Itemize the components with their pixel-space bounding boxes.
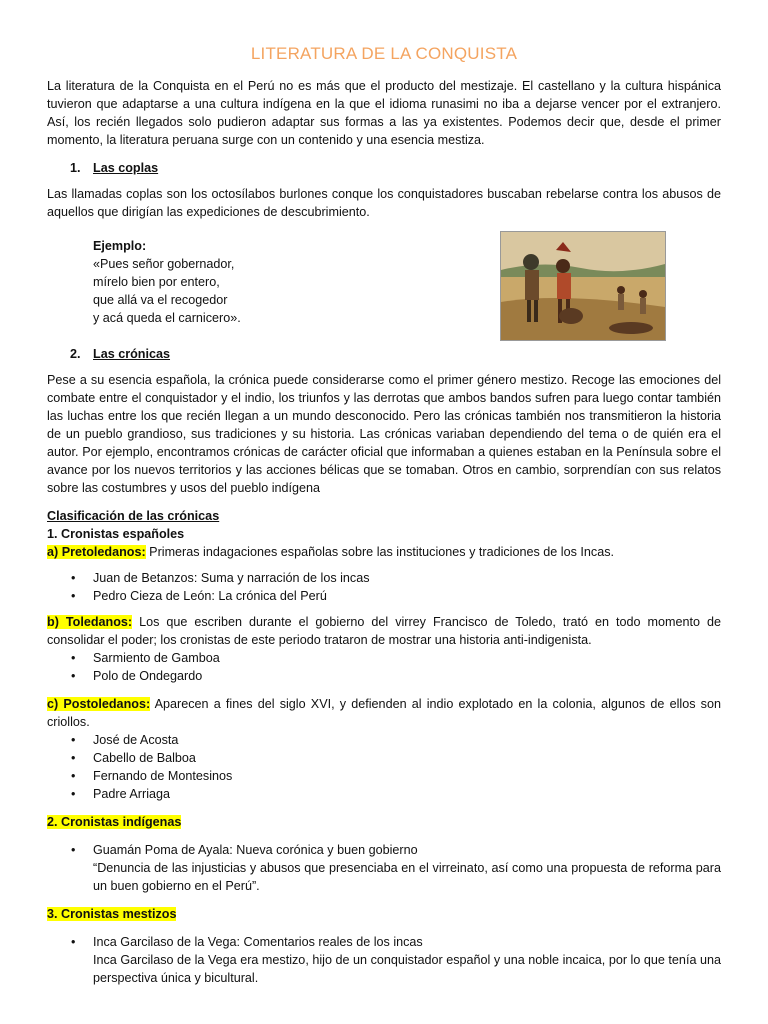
example-verse bbox=[93, 237, 241, 327]
list-item: • Sarmiento de Gamboa bbox=[47, 649, 721, 667]
group-heading-mestizos-row bbox=[47, 905, 721, 923]
group-heading-indigenas: 2. Cronistas indígenas bbox=[47, 815, 182, 829]
list-item: • Cabello de Balboa bbox=[47, 749, 721, 767]
verse-line: que allá va el recogedor bbox=[93, 293, 228, 307]
group-heading-indigenas-row bbox=[47, 813, 721, 831]
example-label: Ejemplo: bbox=[93, 239, 147, 253]
section-title: Las crónicas bbox=[93, 347, 171, 361]
cronicas-paragraph: Pese a su esencia española, la crónica puede considerarse como el primer género mestizo. Recoge las emociones del combate entre el conquistador y el indio, los triunfos y las derrotas que ambos bandos sufren para luego contar también las luchas entre los que recién llegan a un mundo desconocido. Pero las crónicas también nos transmitieron la historia de un pueblo grandioso, sus tradiciones y su historia. Las crónicas variaban dependiendo del tema o de quién era el autor. Por ejemplo, encontramos crónicas de carácter oficial que informaban a quienes estaban en la Península sobre el avance por los nuevos territorios y las acciones bélicas que se tomaban. Otros en cambio, sorprendían con sus relatos sobre las costumbres y usos del pueblo indígena bbox=[47, 373, 721, 495]
pretoledanos-text: Primeras indagaciones españolas sobre las instituciones y tradiciones de los Incas. bbox=[145, 545, 614, 559]
intro-paragraph: La literatura de la Conquista en el Perú no es más que el producto del mestizaje. El castellano y la cultura hispánica tuvieron que adaptarse a una cultura indígena en la que el idioma runasimi no iba a dejarse vencer por el extranjero. Así, los recién llegados solo pudieron adaptar sus formas a las ya existentes. Podemos decir que, desde el primer momento, la literatura peruana surge con un contenido y una esencia mestiza. bbox=[47, 79, 721, 147]
list-item: • Polo de Ondegardo bbox=[47, 667, 721, 685]
list-item: • Juan de Betanzos: Suma y narración de los incas bbox=[47, 569, 721, 587]
pretoledanos-label: a) Pretoledanos: bbox=[47, 545, 146, 559]
example-block bbox=[47, 231, 721, 343]
list-item: • José de Acosta bbox=[47, 731, 721, 749]
pretoledanos-paragraph bbox=[47, 543, 721, 561]
postoledanos-list bbox=[47, 731, 721, 803]
toledanos-paragraph bbox=[47, 613, 721, 649]
postoledanos-text: Aparecen a fines del siglo XVI, y defienden al indio explotado en la colonia, algunos de ellos son criollos. bbox=[47, 697, 721, 729]
list-item-title: Guamán Poma de Ayala: Nueva corónica y buen gobierno bbox=[93, 843, 418, 857]
classification-heading: Clasificación de las crónicas bbox=[47, 509, 220, 523]
section-heading-coplas bbox=[47, 159, 721, 177]
section-heading-cronicas bbox=[47, 345, 721, 363]
mestizos-list bbox=[47, 933, 721, 987]
toledanos-label: b) Toledanos: bbox=[47, 615, 133, 629]
verse-line: mírelo bien por entero, bbox=[93, 275, 220, 289]
indigenas-list bbox=[47, 841, 721, 895]
postoledanos-paragraph bbox=[47, 695, 721, 731]
list-item-quote: “Denuncia de las injusticias y abusos que presenciaba en el virreinato, así como una propuesta de reforma para un buen gobierno en el Perú”. bbox=[93, 861, 721, 893]
section-number: 1. bbox=[70, 161, 81, 175]
illustration-drawing bbox=[501, 232, 665, 340]
list-item: • Pedro Cieza de León: La crónica del Perú bbox=[47, 587, 721, 605]
toledanos-text: Los que escriben durante el gobierno del virrey Francisco de Toledo, trató en todo momento de consolidar el poder; los cronistas de este periodo trataron de mostrar una historia anti-indigenista. bbox=[47, 615, 721, 647]
group-heading-mestizos: 3. Cronistas mestizos bbox=[47, 907, 177, 921]
group-heading-espanoles: 1. Cronistas españoles bbox=[47, 527, 185, 541]
conquest-illustration-image bbox=[500, 231, 666, 341]
list-item-description: Inca Garcilaso de la Vega era mestizo, hijo de un conquistador español y una noble incaica, por lo que tenía una perspectiva única y bicultural. bbox=[93, 953, 721, 985]
page-title: LITERATURA DE LA CONQUISTA bbox=[250, 44, 518, 63]
list-item bbox=[47, 933, 721, 987]
section-number: 2. bbox=[70, 347, 81, 361]
section-title: Las coplas bbox=[93, 161, 159, 175]
list-item-title: Inca Garcilaso de la Vega: Comentarios reales de los incas bbox=[93, 935, 423, 949]
pretoledanos-list bbox=[47, 569, 721, 605]
verse-line: y acá queda el carnicero». bbox=[93, 311, 241, 325]
document-page bbox=[47, 44, 721, 987]
verse-line: «Pues señor gobernador, bbox=[93, 257, 235, 271]
list-item: • Padre Arriaga bbox=[47, 785, 721, 803]
postoledanos-label: c) Postoledanos: bbox=[47, 697, 151, 711]
toledanos-list bbox=[47, 649, 721, 685]
coplas-paragraph: Las llamadas coplas son los octosílabos burlones conque los conquistadores buscaban rebelarse contra los abusos de aquellos que dirigían las expediciones de descubrimiento. bbox=[47, 187, 721, 219]
list-item: • Fernando de Montesinos bbox=[47, 767, 721, 785]
list-item bbox=[47, 841, 721, 895]
